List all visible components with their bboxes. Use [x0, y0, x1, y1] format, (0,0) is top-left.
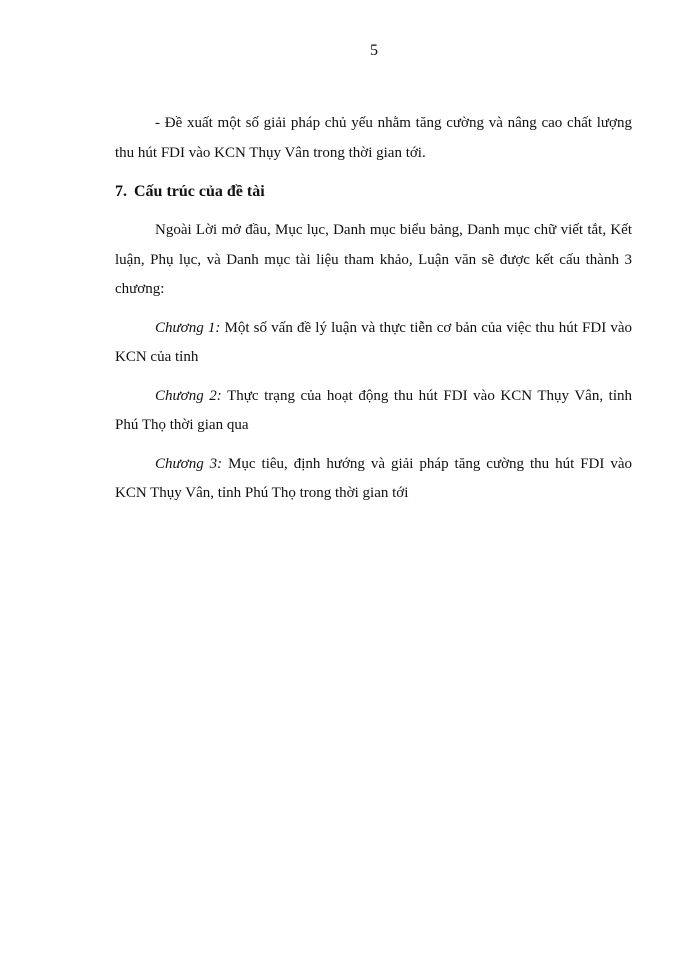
chapter-1-paragraph — [115, 314, 632, 373]
section-number: 7. — [115, 183, 127, 200]
section-heading — [115, 177, 632, 206]
chapter-2-paragraph — [115, 382, 632, 441]
proposal-paragraph: - Đề xuất một số giải pháp chủ yếu nhằm tăng cường và nâng cao chất lượng thu hút FDI vào KCN Thụy Vân trong thời gian tới. — [115, 115, 632, 161]
section-title: Cấu trúc của đề tài — [134, 183, 265, 200]
chapter-2-text: Thực trạng của hoạt động thu hút FDI vào KCN Thụy Vân, tỉnh Phú Thọ thời gian qua — [115, 387, 633, 433]
chapter-1-text: Một số vấn đề lý luận và thực tiễn cơ bản của việc thu hút FDI vào KCN của tỉnh — [115, 319, 633, 365]
page-number: 5 — [370, 42, 378, 59]
page-content — [115, 109, 632, 518]
chapter-3-paragraph — [115, 450, 632, 509]
chapter-3-label: Chương 3: — [155, 455, 223, 472]
chapter-2-label: Chương 2: — [155, 387, 222, 404]
chapter-3-text: Mục tiêu, định hướng và giải pháp tăng cường thu hút FDI vào KCN Thụy Vân, tỉnh Phú Thọ trong thời gian tới — [115, 455, 632, 501]
chapter-1-label: Chương 1: — [155, 319, 221, 336]
intro-paragraph: Ngoài Lời mở đầu, Mục lục, Danh mục biểu bảng, Danh mục chữ viết tắt, Kết luận, Phụ lục, và Danh mục tài liệu tham khảo, Luận văn sẽ được kết cấu thành 3 chương: — [115, 222, 632, 297]
